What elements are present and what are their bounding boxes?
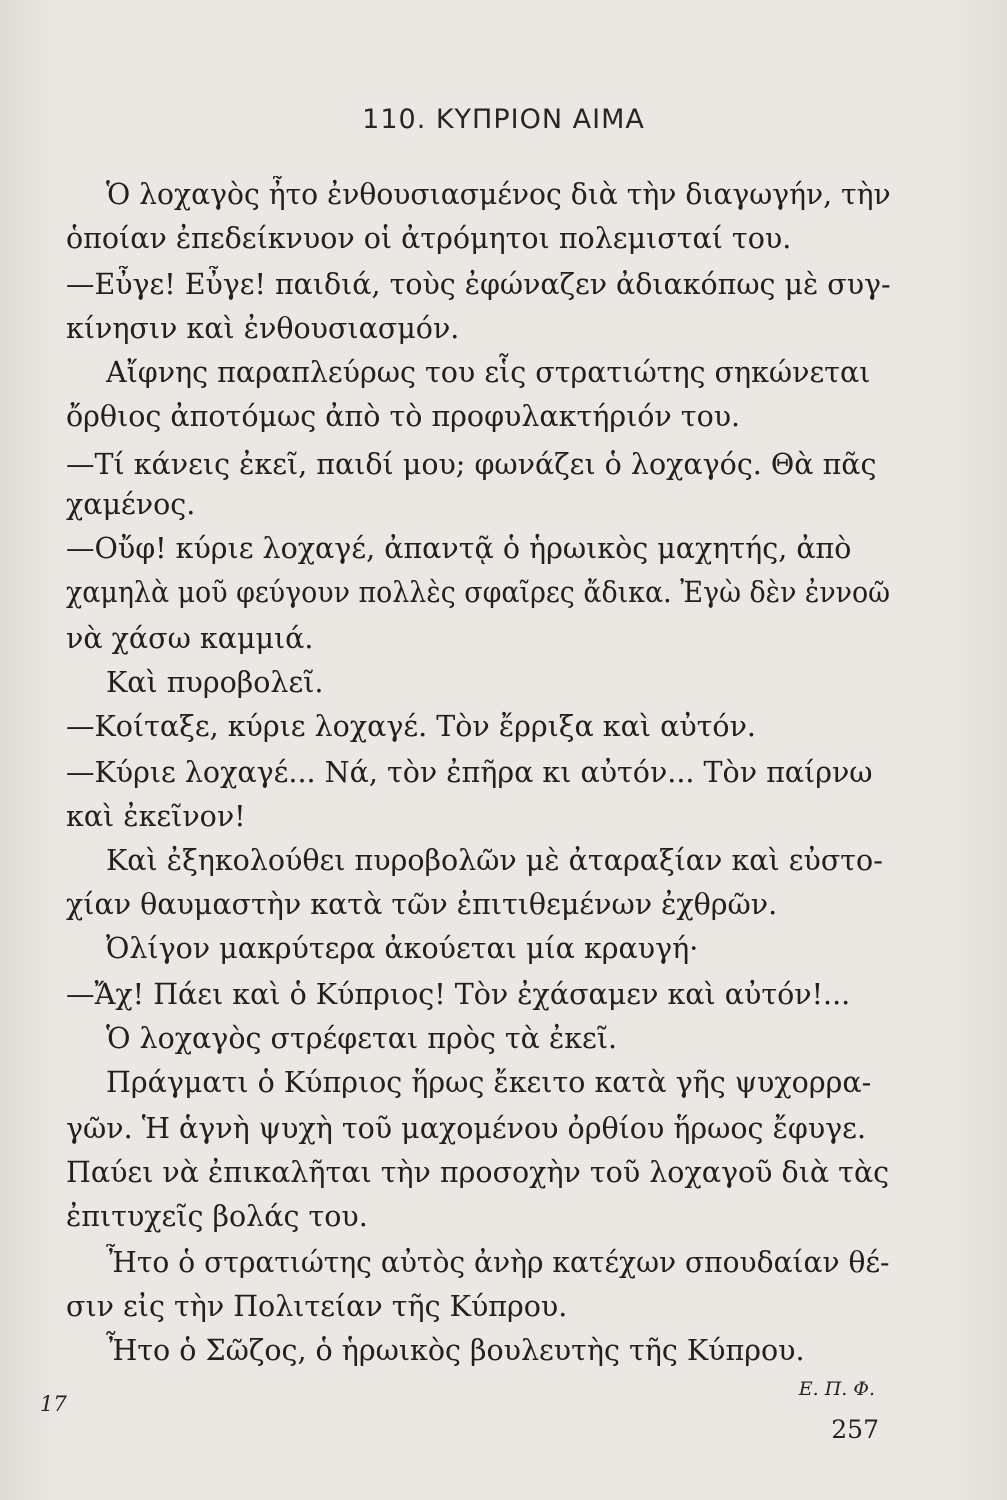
text-line: γῶν. Ἡ ἁγνὴ ψυχὴ τοῦ μαχομένου ὀρθίου ἥρωος ἔφυγε. xyxy=(66,1112,867,1145)
text-line: —Κοίταξε, κύριε λοχαγέ. Τὸν ἔρριξα καὶ αὐτόν. xyxy=(66,710,756,743)
text-line: χαμένος. xyxy=(66,488,196,521)
text-line: σιν εἰς τὴν Πολιτείαν τῆς Κύπρου. xyxy=(66,1290,568,1323)
chapter-title: 110. ΚΥΠΡΙΟΝ ΑΙΜΑ xyxy=(362,104,645,135)
text-line: κίνησιν καὶ ἐνθουσιασμόν. xyxy=(66,312,460,345)
page-number: 257 xyxy=(831,1415,879,1444)
text-line: Ὁ λοχαγὸς ἦτο ἐνθουσιασμένος διὰ τὴν διαγωγήν, τὴν xyxy=(106,178,891,211)
sheet-number: 17 xyxy=(40,1392,67,1416)
text-line: Καὶ ἐξηκολούθει πυροβολῶν μὲ ἀταραξίαν καὶ εὐστο- xyxy=(106,844,883,877)
text-line: ἐπιτυχεῖς βολάς του. xyxy=(66,1200,368,1233)
text-line: χίαν θαυμαστὴν κατὰ τῶν ἐπιτιθεμένων ἐχθρῶν. xyxy=(66,888,778,921)
text-line: Καὶ πυροβολεῖ. xyxy=(106,666,324,699)
text-line: ὄρθιος ἀποτόμως ἀπὸ τὸ προφυλακτήριόν του. xyxy=(66,400,741,433)
text-line: ὁποίαν ἐπεδείκνυον οἱ ἀτρόμητοι πολεμισταί του. xyxy=(66,222,792,255)
author-signature: Ε. Π. Φ. xyxy=(798,1378,875,1400)
text-line: Ὀλίγον μακρύτερα ἀκούεται μία κραυγή· xyxy=(106,932,699,965)
text-line: Ἦτο ὁ Σῶζος, ὁ ἡρωικὸς βουλευτὴς τῆς Κύπρου. xyxy=(106,1334,805,1367)
text-line: νὰ χάσω καμμιά. xyxy=(66,622,314,655)
text-line: Πράγματι ὁ Κύπριος ἥρως ἔκειτο κατὰ γῆς ψυχορρα- xyxy=(106,1066,872,1099)
text-line: —Κύριε λοχαγέ... Νά, τὸν ἐπῆρα κι αὐτόν... Τὸν παίρνω xyxy=(66,756,873,789)
text-line: —Εὖγε! Εὖγε! παιδιά, τοὺς ἐφώναζεν ἀδιακόπως μὲ συγ- xyxy=(66,268,891,301)
text-line: —Τί κάνεις ἐκεῖ, παιδί μου; φωνάζει ὁ λοχαγός. Θὰ πᾶς xyxy=(66,448,877,481)
text-line: —Ἄχ! Πάει καὶ ὁ Κύπριος! Τὸν ἐχάσαμεν καὶ αὐτόν!... xyxy=(66,978,851,1011)
text-line: Αἴφνης παραπλεύρως του εἷς στρατιώτης σηκώνεται xyxy=(106,356,871,389)
text-line: Παύει νὰ ἐπικαλῆται τὴν προσοχὴν τοῦ λοχαγοῦ διὰ τὰς xyxy=(66,1156,890,1189)
text-line: —Οὔφ! κύριε λοχαγέ, ἀπαντᾷ ὁ ἡρωικὸς μαχητής, ἀπὸ xyxy=(66,532,852,565)
text-line: καὶ ἐκεῖνον! xyxy=(66,800,246,833)
text-line: χαμηλὰ μοῦ φεύγουν πολλὲς σφαῖρες ἄδικα. Ἐγὼ δὲν ἐννοῶ xyxy=(66,576,891,609)
text-line: Ὁ λοχαγὸς στρέφεται πρὸς τὰ ἐκεῖ. xyxy=(106,1022,618,1055)
text-line: Ἦτο ὁ στρατιώτης αὐτὸς ἀνὴρ κατέχων σπουδαίαν θέ- xyxy=(106,1246,890,1279)
